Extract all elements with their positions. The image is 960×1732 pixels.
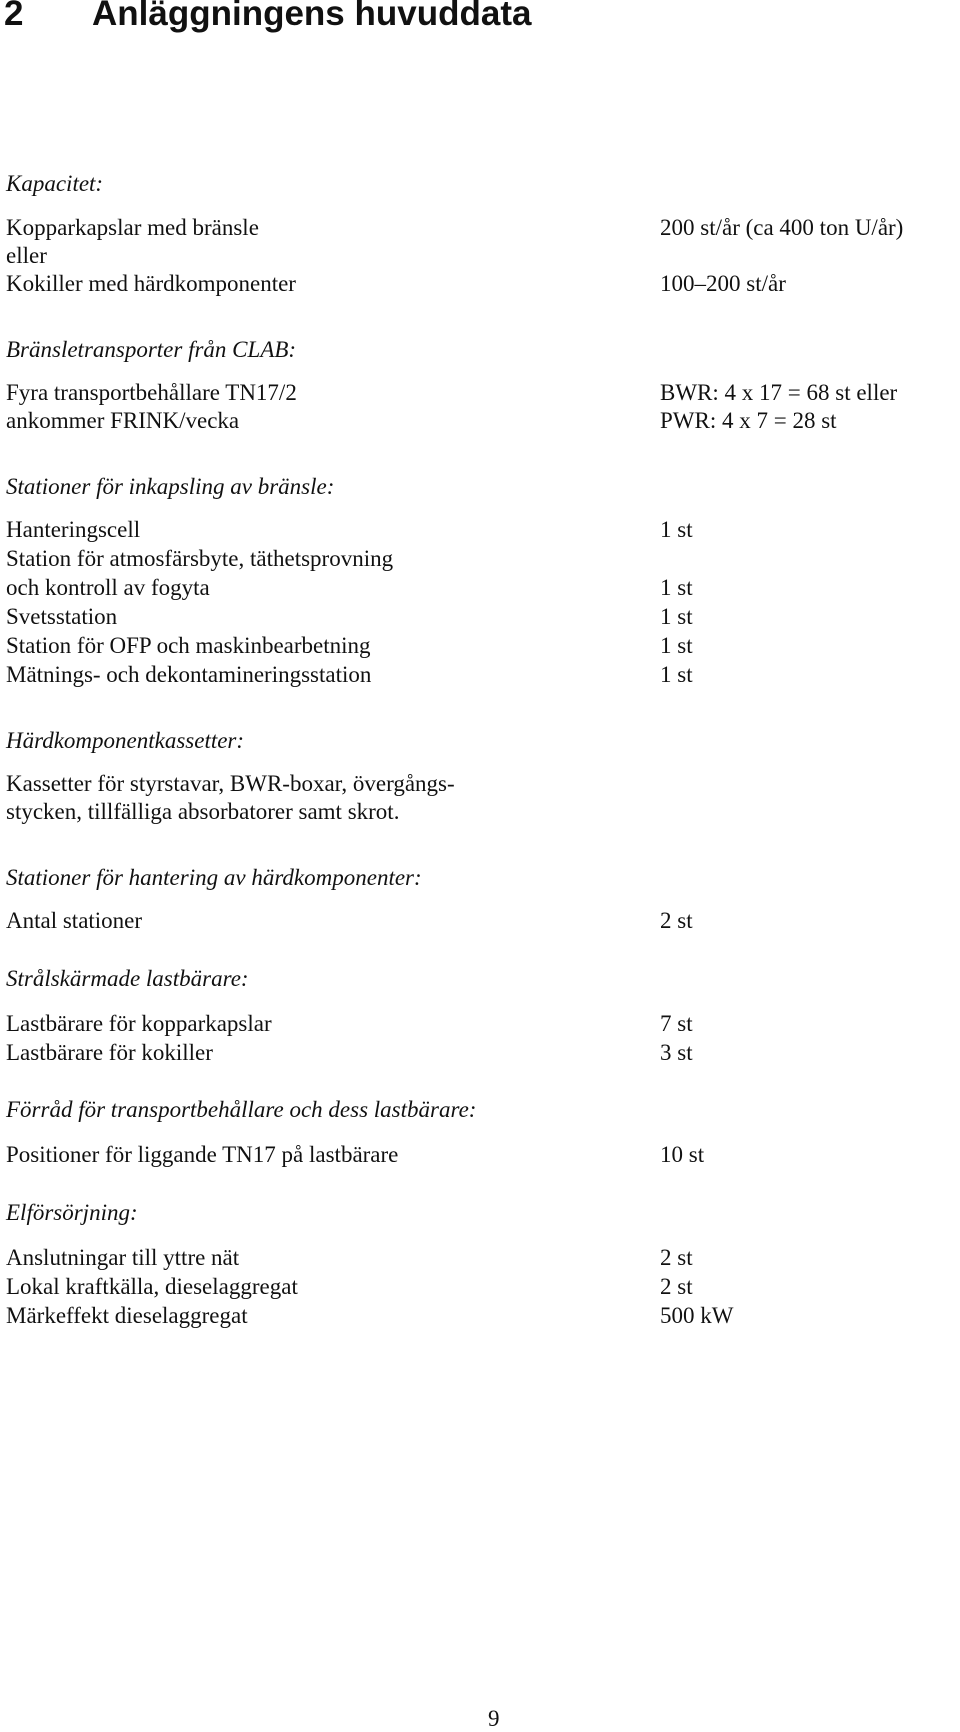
label-transportbehallare: Fyra transportbehållare TN17/2 [6,380,297,405]
value-ofp: 1 st [660,633,693,658]
page-number: 9 [488,1706,500,1731]
page-heading [4,0,531,34]
section-title-elforsorjning: Elförsörjning: [6,1200,138,1225]
section-title-lastbarare: Strålskärmade lastbärare: [6,966,249,991]
label-eller: eller [6,243,47,268]
label-ofp: Station för OFP och maskinbearbetning [6,633,371,658]
label-kopparkapslar: Kopparkapslar med bränsle [6,215,259,240]
label-lastbarare-kopparkapslar: Lastbärare för kopparkapslar [6,1011,272,1036]
section-title-kapacitet: Kapacitet: [6,171,104,196]
value-kopparkapslar: 200 st/år (ca 400 ton U/år) [660,215,904,240]
value-svetsstation: 1 st [660,604,693,629]
value-kontroll-fogyta: 1 st [660,575,693,600]
label-markeffekt: Märkeffekt dieselaggregat [6,1303,248,1328]
heading-title: Anläggningens huvuddata [92,0,532,33]
value-pwr: PWR: 4 x 7 = 28 st [660,408,837,433]
label-matningsstation: Mätnings- och dekontamineringsstation [6,662,372,687]
label-anslutningar: Anslutningar till yttre nät [6,1245,240,1270]
value-lastbarare-kokiller: 3 st [660,1040,693,1065]
section-title-forrad: Förråd för transportbehållare och dess lastbärare: [6,1097,477,1122]
value-bwr: BWR: 4 x 17 = 68 st eller [660,380,898,405]
value-positioner-tn17: 10 st [660,1142,705,1167]
label-antal-stationer: Antal stationer [6,908,143,933]
value-kokiller: 100–200 st/år [660,271,786,296]
value-lastbarare-kopparkapslar: 7 st [660,1011,693,1036]
label-lokal-kraftkalla: Lokal kraftkälla, dieselaggregat [6,1274,298,1299]
label-ankommer: ankommer FRINK/vecka [6,408,240,433]
label-atmosfarsbyte: Station för atmosfärsbyte, täthetsprovning [6,546,394,571]
section-title-bransletransporter: Bränsletransporter från CLAB: [6,337,297,362]
value-matningsstation: 1 st [660,662,693,687]
section-title-inkapsling: Stationer för inkapsling av bränsle: [6,474,335,499]
label-kassetter-line1: Kassetter för styrstavar, BWR-boxar, övergångs- [6,771,455,796]
section-title-kassetter: Härdkomponentkassetter: [6,728,245,753]
label-kassetter-line2: stycken, tillfälliga absorbatorer samt skrot. [6,799,400,824]
value-hanteringscell: 1 st [660,517,693,542]
label-positioner-tn17: Positioner för liggande TN17 på lastbärare [6,1142,399,1167]
value-antal-stationer: 2 st [660,908,693,933]
label-kontroll-fogyta: och kontroll av fogyta [6,575,210,600]
heading-number: 2 [4,0,24,33]
label-svetsstation: Svetsstation [6,604,118,629]
section-title-hantering: Stationer för hantering av härdkomponenter: [6,865,422,890]
value-anslutningar: 2 st [660,1245,693,1270]
label-kokiller: Kokiller med härdkomponenter [6,271,296,296]
label-hanteringscell: Hanteringscell [6,517,141,542]
value-markeffekt: 500 kW [660,1303,734,1328]
value-lokal-kraftkalla: 2 st [660,1274,693,1299]
label-lastbarare-kokiller: Lastbärare för kokiller [6,1040,213,1065]
